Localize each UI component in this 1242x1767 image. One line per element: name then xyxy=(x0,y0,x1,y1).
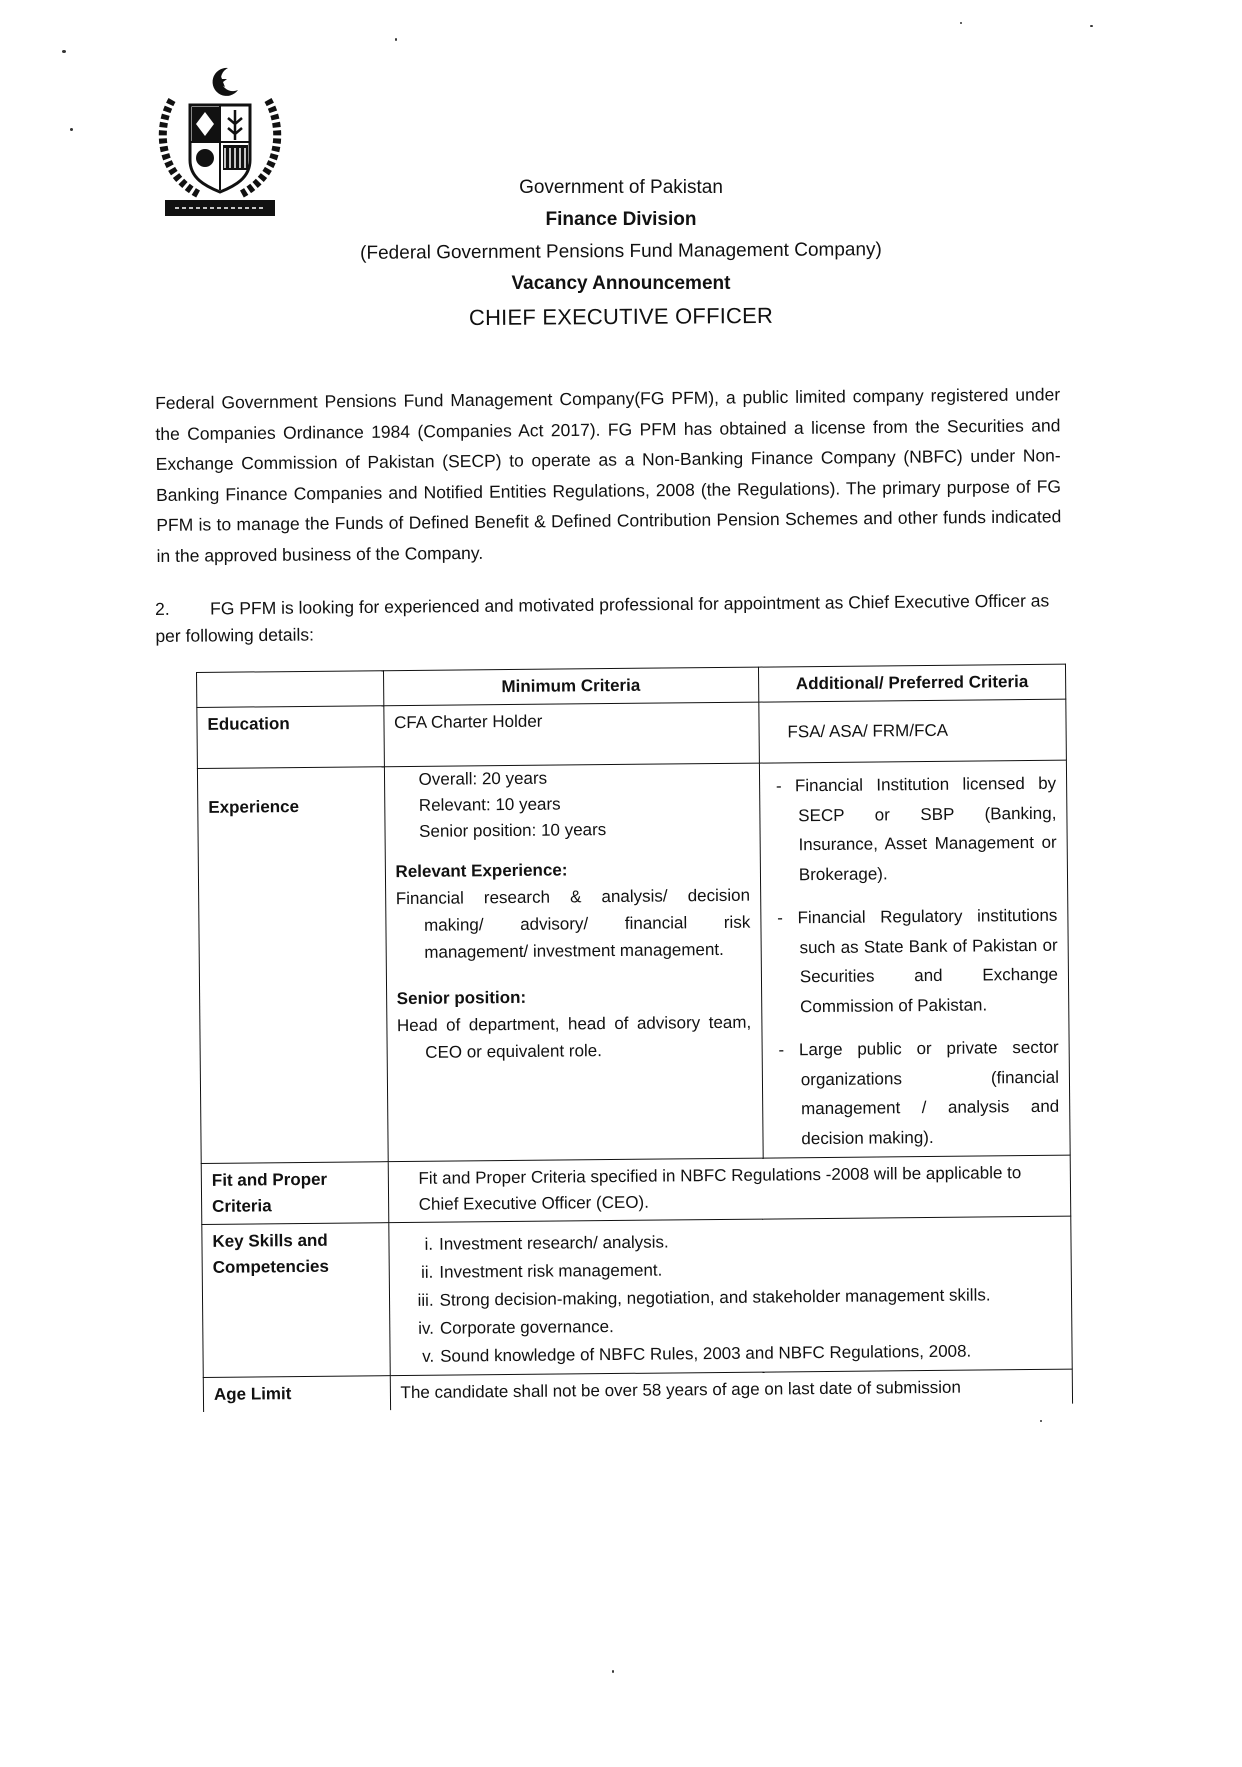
education-preferred: FSA/ ASA/ FRM/FCA xyxy=(759,699,1067,763)
table-row-fit-proper xyxy=(201,1155,1071,1224)
key-skills-list xyxy=(399,1225,1062,1371)
intro-paragraph: Federal Government Pensions Fund Management Company(FG PFM), a public limited company registered under the Companies Ordinance 1984 (Companies Act 2017). FG PFM has obtained a license from the Securities and Exchange Commission of Pakistan (SECP) to operate as a Non-Banking Finance Company (NBFC) under Non- Banking Finance Companies and Notified Entities Regulations, 2008 (the Regulations). The primary purpose of FG PFM is to manage the Funds of Defined Benefit & Defined Contribution Pension Schemes and other funds indicated in the approved business of the Company. xyxy=(155,384,1062,566)
division-title: Finance Division xyxy=(545,209,697,230)
scan-speck xyxy=(395,38,397,41)
senior-position-heading: Senior position: xyxy=(396,987,527,1009)
paragraph-number: 2. xyxy=(155,598,170,619)
relevant-experience-text: Financial research & analysis/ decision making/ advisory/ financial risk management/ investment management. xyxy=(395,885,751,962)
item-text: Strong decision-making, negotiation, and stakeholder management skills. xyxy=(439,1285,991,1310)
item-text: Investment risk management. xyxy=(439,1260,663,1282)
experience-senior: Senior position: 10 years xyxy=(419,820,607,841)
age-limit-text: The candidate shall not be over 58 years of age on last date of submission xyxy=(390,1369,1073,1410)
position-title: CHIEF EXECUTIVE OFFICER xyxy=(468,302,774,331)
item-text: Investment research/ analysis. xyxy=(438,1232,669,1254)
scan-speck xyxy=(612,1670,614,1673)
preferred-item: - Financial Regulatory institutions such as State Bank of Pakistan or Securities and Exchange Commission of Pakistan. xyxy=(777,905,1059,1016)
key-skills-list-cell xyxy=(388,1216,1072,1376)
criteria-table-wrapper xyxy=(196,664,1073,1412)
senior-position-text: Head of department, head of advisory team, CEO or equivalent role. xyxy=(396,1012,752,1062)
item-number: ii. xyxy=(420,1262,434,1282)
age-limit-label: Age Limit xyxy=(203,1376,390,1412)
experience-label: Experience xyxy=(197,767,387,1164)
item-text: Corporate governance. xyxy=(439,1317,614,1338)
preferred-item: - Financial Institution licensed by SECP or SBP (Banking, Insurance, Asset Management or Brokerage). xyxy=(775,773,1057,884)
fit-proper-label: Fit and Proper Criteria xyxy=(201,1162,388,1225)
header-preferred-criteria: Additional/ Preferred Criteria xyxy=(758,664,1065,702)
header-empty xyxy=(197,671,384,708)
paragraph-2-text: FG PFM is looking for experienced and motivated professional for appointment as Chief Executive Officer as per following details: xyxy=(155,590,1050,646)
item-text: Sound knowledge of NBFC Rules, 2003 and NBFC Regulations, 2008. xyxy=(440,1341,972,1366)
header-minimum-criteria: Minimum Criteria xyxy=(383,667,759,706)
table-row-education xyxy=(197,699,1067,768)
criteria-table xyxy=(196,664,1073,1412)
company-title: (Federal Government Pensions Fund Management Company) xyxy=(360,239,882,264)
item-number: v. xyxy=(422,1346,435,1366)
announcement-title: Vacancy Announcement xyxy=(511,273,731,294)
education-minimum: CFA Charter Holder xyxy=(383,702,759,767)
paragraph-2 xyxy=(155,587,1060,650)
scan-speck xyxy=(1090,25,1093,27)
document-header xyxy=(0,172,1242,334)
table-row-key-skills xyxy=(202,1216,1072,1377)
scan-speck xyxy=(960,22,962,24)
key-skills-label: Key Skills and Competencies xyxy=(202,1223,390,1378)
item-number: iv. xyxy=(418,1318,434,1338)
table-row-age-limit xyxy=(203,1369,1072,1412)
experience-preferred xyxy=(759,760,1070,1158)
preferred-item: - Large public or private sector organizations (financial management / analysis and decision making). xyxy=(778,1037,1060,1148)
government-title: Government of Pakistan xyxy=(519,177,723,198)
scan-speck xyxy=(62,50,66,53)
table-row-experience xyxy=(197,760,1070,1163)
fit-proper-text: Fit and Proper Criteria specified in NBFC Regulations -2008 will be applicable to Chief Executive Officer (CEO). xyxy=(388,1155,1071,1223)
scan-speck xyxy=(1040,1420,1042,1422)
experience-overall: Overall: 20 years xyxy=(418,768,548,789)
experience-minimum xyxy=(384,763,763,1162)
item-number: iii. xyxy=(417,1290,434,1310)
item-number: i. xyxy=(424,1234,434,1254)
list-item xyxy=(400,1337,1062,1371)
scan-speck xyxy=(70,128,73,131)
experience-relevant: Relevant: 10 years xyxy=(418,794,561,815)
education-label: Education xyxy=(197,706,384,769)
relevant-experience-heading: Relevant Experience: xyxy=(395,860,568,882)
